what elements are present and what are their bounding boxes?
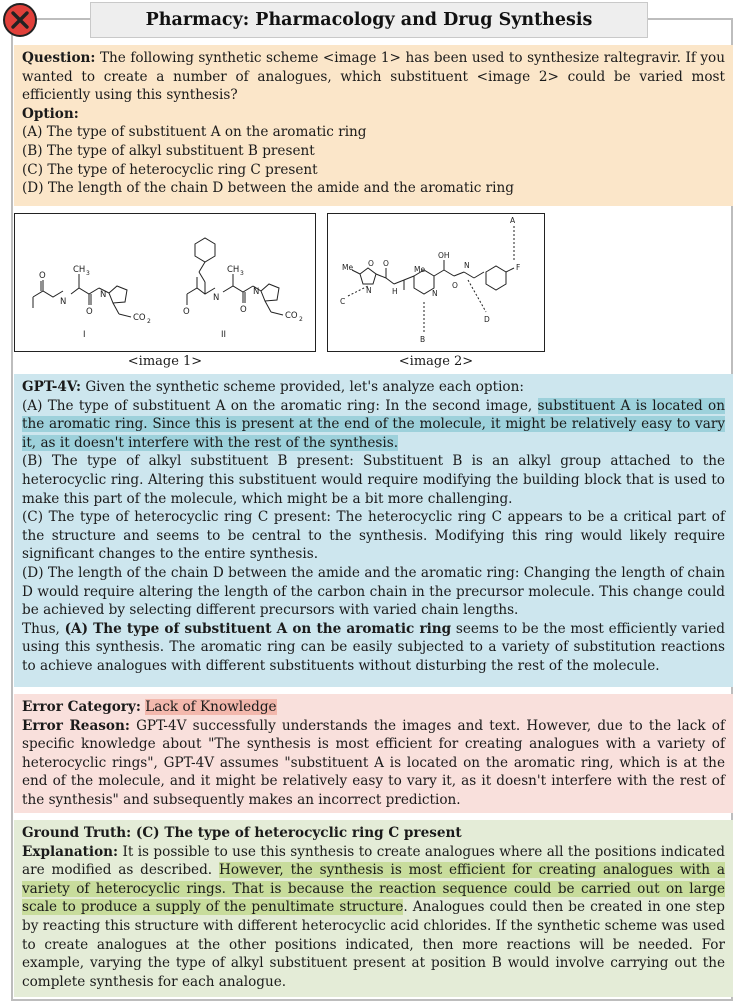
explanation-highlight: However, the synthesis is most efficient for creating analogues with a variety of heterocyclic rings. That is because the reaction sequence could be carried out on large scale to produce a supply of the penultimate structure xyxy=(22,862,725,916)
image-2-panel xyxy=(327,213,545,352)
img2-co2: CO xyxy=(285,311,298,321)
img1-roman-i: I xyxy=(83,330,86,340)
label-o-ring: O xyxy=(368,259,374,268)
gpt-option-c: (C) The type of heterocyclic ring C present: The heterocyclic ring C appears to be a critical part of the structure and seems to be central to the synthesis. Modifying this ring would likely require significant changes to the entire synthesis. xyxy=(22,509,725,563)
label-o-amide2: O xyxy=(452,281,458,290)
label-nh2: N xyxy=(464,261,470,270)
image-1-panel xyxy=(14,213,316,352)
option-d: (D) The length of the chain D between the amide and the aromatic ring xyxy=(22,180,514,197)
option-label: Option: xyxy=(22,105,79,122)
img2-n: N xyxy=(253,287,260,297)
label-n-pyr: N xyxy=(432,289,438,298)
image-1-caption: <image 1> xyxy=(127,354,203,369)
img2-ch3: CH xyxy=(227,265,240,275)
explanation-pre: It is possible to use this synthesis to create analogues where all the positions indicated are modified as described. xyxy=(22,843,725,879)
explanation-post: . Analogues could then be created in one step by reacting this structure with different heterocyclic acid chlorides. If the synthetic scheme was used to create analogues at the other positions indicated, then more reactions will be needed. For example, varying the type of alkyl substituent present at position B would involve carrying out the complete synthesis for each analogue. xyxy=(22,899,725,990)
raltegravir-structure xyxy=(328,214,543,350)
label-o-amide: O xyxy=(383,259,389,268)
img1-o2: O xyxy=(86,307,93,317)
label-f: F xyxy=(516,263,521,272)
img1-roman-ii: II xyxy=(221,330,227,340)
label-b: B xyxy=(420,335,426,344)
question-box xyxy=(14,45,733,206)
gpt-option-a-highlight: substituent A is located on the aromatic ring. Since this is present at the end of the molecule, it might be relatively easy to vary it, as it doesn't interfere with the rest of the synthesis. xyxy=(22,397,725,451)
img1-nh: N xyxy=(60,297,67,307)
option-a: (A) The type of substituent A on the aromatic ring xyxy=(22,124,367,141)
error-reason-text: GPT-4V successfully understands the images and text. However, due to the lack of specific knowledge about "The synthesis is most efficient for creating analogues with a variety of heterocyclic rings", GPT-4V assumes "substituent A is located on the aromatic ring, which is at the end of the molecule, and it might be relatively easy to vary it, as it doesn't interfere with the rest of the synthesis" and subsequently makes an incorrect prediction. xyxy=(22,717,725,808)
img2-co2-sub: 2 xyxy=(299,316,303,323)
question-text: The following synthetic scheme <image 1> has been used to synthesize raltegravir. If you wanted to create a number of analogues, which substituent <image 2> could be varied most efficiently using this synthesis? xyxy=(22,50,725,104)
label-a: A xyxy=(510,216,516,225)
gpt-response-box xyxy=(14,374,733,687)
question-label: Question: xyxy=(22,50,96,66)
img1-ch3-sub: 3 xyxy=(86,270,90,277)
img2-o: O xyxy=(183,307,190,317)
error-reason-label: Error Reason: xyxy=(22,717,130,734)
explanation-label: Explanation: xyxy=(22,843,119,860)
gpt-label: GPT-4V: xyxy=(22,379,81,395)
page-title: Pharmacy: Pharmacology and Drug Synthesis xyxy=(90,2,648,38)
img1-ch3: CH xyxy=(73,265,86,275)
option-c: (C) The type of heterocyclic ring C present xyxy=(22,161,318,178)
gpt-conclusion-pre: Thus, xyxy=(22,620,65,637)
gpt-conclusion-answer: (A) The type of substituent A on the aromatic ring xyxy=(64,620,452,637)
img1-o: O xyxy=(39,271,46,281)
error-x-icon xyxy=(2,2,38,38)
option-b: (B) The type of alkyl substituent B present xyxy=(22,142,315,159)
img1-co2: CO xyxy=(133,313,146,323)
label-nh: H xyxy=(392,287,398,296)
label-me: Me xyxy=(342,263,354,272)
label-c: C xyxy=(340,297,346,306)
ground-truth-label: Ground Truth: (C) The type of heterocyclic ring C present xyxy=(22,825,462,841)
img2-nh: N xyxy=(213,293,220,303)
gpt-conclusion-text: seems to be the most efficiently varied using this synthesis. The aromatic ring can be easily subjected to a variety of substitution reactions to achieve analogues with different substituents without disturbing the rest of the molecule. xyxy=(22,620,726,674)
error-category-label: Error Category: xyxy=(22,699,141,715)
gpt-intro: Given the synthetic scheme provided, let's analyze each option: xyxy=(81,379,524,395)
label-d: D xyxy=(484,315,490,324)
img1-n: N xyxy=(100,290,107,300)
img2-ch3-sub: 3 xyxy=(240,270,244,277)
gpt-option-b: (B) The type of alkyl substituent B present: Substituent B is an alkyl group attached to the heterocyclic ring. Altering this substituent would require modifying the building block that is used to make this part of the molecule, which might be a bit more challenging. xyxy=(22,453,725,507)
image-2-caption: <image 2> xyxy=(398,354,474,369)
gpt-option-d: (D) The length of the chain D between the amide and the aromatic ring: Changing the length of chain D would require altering the length of the carbon chain in the precursor molecule. This change could be achieved by selecting different precursors with varied chain lengths. xyxy=(22,564,725,619)
label-n-ring: N xyxy=(366,286,372,295)
error-box xyxy=(14,694,733,813)
error-category-value: Lack of Knowledge xyxy=(145,699,277,715)
label-me2: Me xyxy=(414,265,426,274)
ground-truth-box xyxy=(14,820,733,997)
label-oh: OH xyxy=(438,251,450,260)
scheme-structures xyxy=(15,214,314,350)
img2-o2: O xyxy=(240,305,247,315)
img1-co2-sub: 2 xyxy=(147,318,151,325)
gpt-option-a-text: (A) The type of substituent A on the aromatic ring: In the second image, xyxy=(22,397,538,414)
